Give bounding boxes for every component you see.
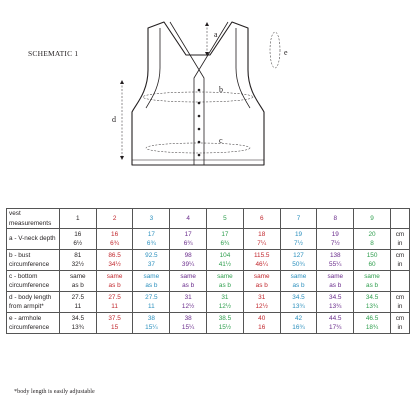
cell-cm-value: 37.5	[108, 314, 121, 322]
unit-in: in	[397, 303, 403, 310]
cell-in-value: 55¼	[329, 261, 342, 268]
cell-in-value: 7½	[294, 240, 303, 247]
table-cell	[317, 271, 354, 292]
cell-cm-value: 46.5	[365, 314, 379, 322]
table-header-row	[7, 209, 410, 229]
cell-cm-value: 16	[74, 230, 82, 238]
cell-cm-value: same	[143, 272, 160, 280]
cell-in-value: 12½	[218, 303, 232, 310]
cell-in-value: as b	[292, 282, 305, 289]
cell-cm-value: 34.5	[329, 293, 342, 301]
size-header: 9	[354, 209, 391, 229]
cell-in-value: 13¾	[329, 303, 342, 310]
cell-cm-value: same	[253, 272, 270, 280]
size-header: 8	[317, 209, 354, 229]
cell-in-value: 6¾	[110, 240, 120, 247]
cell-in-value: 13¾	[365, 303, 379, 310]
cell-cm-value: same	[180, 272, 196, 280]
cell-cm-value: 42	[294, 314, 303, 322]
cell-cm-value: same	[217, 272, 233, 280]
cell-in-value: 60	[368, 261, 376, 268]
label-a: a	[214, 30, 218, 39]
cell-in-value: 15¼	[145, 324, 158, 331]
cell-in-value: 16	[258, 324, 266, 331]
cell-cm-value: 31	[258, 293, 266, 301]
cell-in-value: as b	[255, 282, 268, 289]
cell-in-value: 6¾	[220, 240, 230, 247]
table-cell	[280, 292, 317, 313]
table-cell	[133, 250, 170, 271]
header-label: vest measurements	[7, 209, 60, 229]
unit-cm: cm	[395, 251, 405, 259]
size-header: 2	[96, 209, 133, 229]
cell-cm-value: same	[327, 272, 344, 280]
cell-cm-value: 27.5	[145, 293, 158, 301]
cell-in-value: 16¾	[292, 324, 305, 331]
table-cell	[59, 250, 96, 271]
cell-in-value: 6¾	[183, 240, 193, 247]
unit-in: in	[397, 240, 403, 247]
table-cell	[170, 229, 207, 250]
table-cell	[96, 229, 133, 250]
table-cell	[133, 229, 170, 250]
cell-cm-value: 17	[184, 230, 192, 238]
cell-cm-value: 27.5	[71, 293, 85, 301]
table-cell	[207, 250, 244, 271]
cell-in-value: as b	[182, 282, 195, 289]
unit-cm: cm	[395, 293, 405, 301]
cell-cm-value: 150	[366, 251, 378, 259]
cell-in-value: 11	[111, 303, 118, 310]
table-cell	[354, 271, 391, 292]
cell-cm-value: 31	[184, 293, 192, 301]
unit-cell	[390, 229, 409, 250]
cell-in-value: 8	[370, 240, 374, 247]
cell-cm-value: 86.5	[108, 251, 121, 259]
table-cell	[243, 250, 280, 271]
cell-cm-value: 138	[329, 251, 341, 259]
row-label: a - V-neck depth	[7, 229, 60, 250]
cell-cm-value: 19	[294, 230, 303, 238]
table-cell	[133, 271, 170, 292]
cell-in-value: as b	[145, 282, 158, 289]
cell-cm-value: same	[290, 272, 307, 280]
cell-cm-value: 20	[368, 230, 376, 238]
table-cell	[170, 313, 207, 334]
cell-cm-value: same	[106, 272, 123, 280]
buttons	[198, 89, 201, 157]
row-label: d - body length from armpit*	[7, 292, 60, 313]
cell-cm-value: 38	[184, 314, 192, 322]
label-d: d	[112, 115, 116, 124]
cell-in-value: as b	[108, 282, 121, 289]
cell-in-value: 18¾	[365, 324, 379, 331]
cell-cm-value: 34.5	[71, 314, 85, 322]
cell-in-value: 13¾	[292, 303, 305, 310]
cell-cm-value: 38	[147, 314, 155, 322]
cell-in-value: 11	[148, 303, 155, 310]
row-label: b - bust circumference	[7, 250, 60, 271]
cell-in-value: 34½	[108, 261, 121, 268]
unit-cm: cm	[395, 230, 405, 238]
unit-cell	[390, 313, 409, 334]
table-row	[7, 313, 410, 334]
table-cell	[243, 313, 280, 334]
table-row	[7, 271, 410, 292]
table-cell	[170, 250, 207, 271]
unit-in: in	[397, 261, 403, 268]
table-cell	[133, 313, 170, 334]
cell-in-value: 15	[111, 324, 119, 331]
table-cell	[354, 313, 391, 334]
cell-cm-value: 127	[293, 251, 304, 259]
footnote: *body length is easily adjustable	[14, 388, 95, 395]
size-header: 3	[133, 209, 170, 229]
table-cell	[354, 292, 391, 313]
cell-cm-value: 44.5	[329, 314, 342, 322]
table-cell	[354, 250, 391, 271]
unit-header	[390, 209, 409, 229]
cell-in-value: 12½	[255, 303, 268, 310]
size-header: 5	[207, 209, 244, 229]
cell-cm-value: 34.5	[365, 293, 379, 301]
cell-in-value: as b	[366, 282, 379, 289]
size-header: 1	[59, 209, 96, 229]
cell-cm-value: 38.5	[218, 314, 232, 322]
table-cell	[280, 229, 317, 250]
cell-cm-value: 17	[147, 230, 155, 238]
cell-cm-value: 115.5	[253, 251, 270, 259]
cell-cm-value: 27.5	[108, 293, 121, 301]
table-cell	[59, 292, 96, 313]
measurement-table	[6, 208, 410, 334]
table-cell	[96, 313, 133, 334]
cell-cm-value: 98	[184, 251, 192, 259]
cell-in-value: 39¼	[181, 261, 195, 268]
cell-cm-value: 92.5	[145, 251, 158, 259]
table-row	[7, 250, 410, 271]
table-row	[7, 292, 410, 313]
cell-in-value: 17¾	[329, 324, 342, 331]
table-cell	[243, 292, 280, 313]
table-cell	[317, 229, 354, 250]
cell-cm-value: same	[69, 272, 86, 280]
cell-in-value: 13¾	[71, 324, 85, 331]
table-cell	[59, 229, 96, 250]
table-cell	[170, 271, 207, 292]
cell-in-value: as b	[71, 282, 84, 289]
table-cell	[207, 229, 244, 250]
label-b: b	[219, 85, 223, 94]
label-c: c	[219, 136, 223, 145]
cell-in-value: 15½	[218, 324, 232, 331]
table-cell	[317, 250, 354, 271]
cell-cm-value: 18	[258, 230, 266, 238]
cell-in-value: as b	[218, 282, 231, 289]
cell-in-value: 12½	[181, 303, 195, 310]
cell-cm-value: 81	[74, 251, 82, 259]
table-cell	[96, 250, 133, 271]
unit-cm: cm	[395, 314, 405, 322]
table-cell	[59, 313, 96, 334]
cell-in-value: 37	[147, 261, 155, 268]
cell-in-value: as b	[329, 282, 342, 289]
table-cell	[133, 292, 170, 313]
cell-cm-value: 104	[219, 251, 231, 259]
schematic-title: SCHEMATIC 1	[28, 49, 79, 58]
table-cell	[280, 271, 317, 292]
cell-cm-value: same	[364, 272, 380, 280]
table-cell	[207, 271, 244, 292]
table-cell	[317, 313, 354, 334]
cell-in-value: 41½	[218, 261, 232, 268]
table-cell	[96, 292, 133, 313]
cell-cm-value: 19	[331, 230, 339, 238]
cell-in-value: 15¼	[181, 324, 195, 331]
unit-in: in	[397, 324, 403, 331]
size-header: 4	[170, 209, 207, 229]
table-row	[7, 229, 410, 250]
cell-in-value: 11	[74, 303, 82, 310]
cell-in-value: 7¼	[257, 240, 267, 247]
vest-outline	[132, 22, 264, 165]
table-cell	[354, 229, 391, 250]
table-cell	[317, 292, 354, 313]
cell-cm-value: 34.5	[292, 293, 305, 301]
cell-cm-value: 16	[111, 230, 119, 238]
cell-in-value: 46¼	[255, 261, 268, 268]
size-header: 6	[243, 209, 280, 229]
cell-in-value: 50¾	[292, 261, 305, 268]
cell-in-value: 6½	[73, 240, 83, 247]
unit-cell	[390, 271, 409, 292]
cell-cm-value: 17	[221, 230, 229, 238]
cell-in-value: 6¾	[146, 240, 156, 247]
table-cell	[243, 271, 280, 292]
cell-in-value: 32½	[71, 261, 85, 268]
row-label: e - armhole circumference	[7, 313, 60, 334]
table-cell	[207, 292, 244, 313]
cell-cm-value: 40	[258, 314, 266, 322]
unit-cell	[390, 292, 409, 313]
table-cell	[207, 313, 244, 334]
table-cell	[96, 271, 133, 292]
table-cell	[170, 292, 207, 313]
table-cell	[243, 229, 280, 250]
cell-cm-value: 31	[221, 293, 229, 301]
cell-in-value: 7½	[330, 240, 340, 247]
label-e: e	[284, 48, 288, 57]
row-label: c - bottom circumference	[7, 271, 60, 292]
unit-cell	[390, 250, 409, 271]
table-cell	[59, 271, 96, 292]
table-cell	[280, 250, 317, 271]
table-cell	[280, 313, 317, 334]
size-header: 7	[280, 209, 317, 229]
